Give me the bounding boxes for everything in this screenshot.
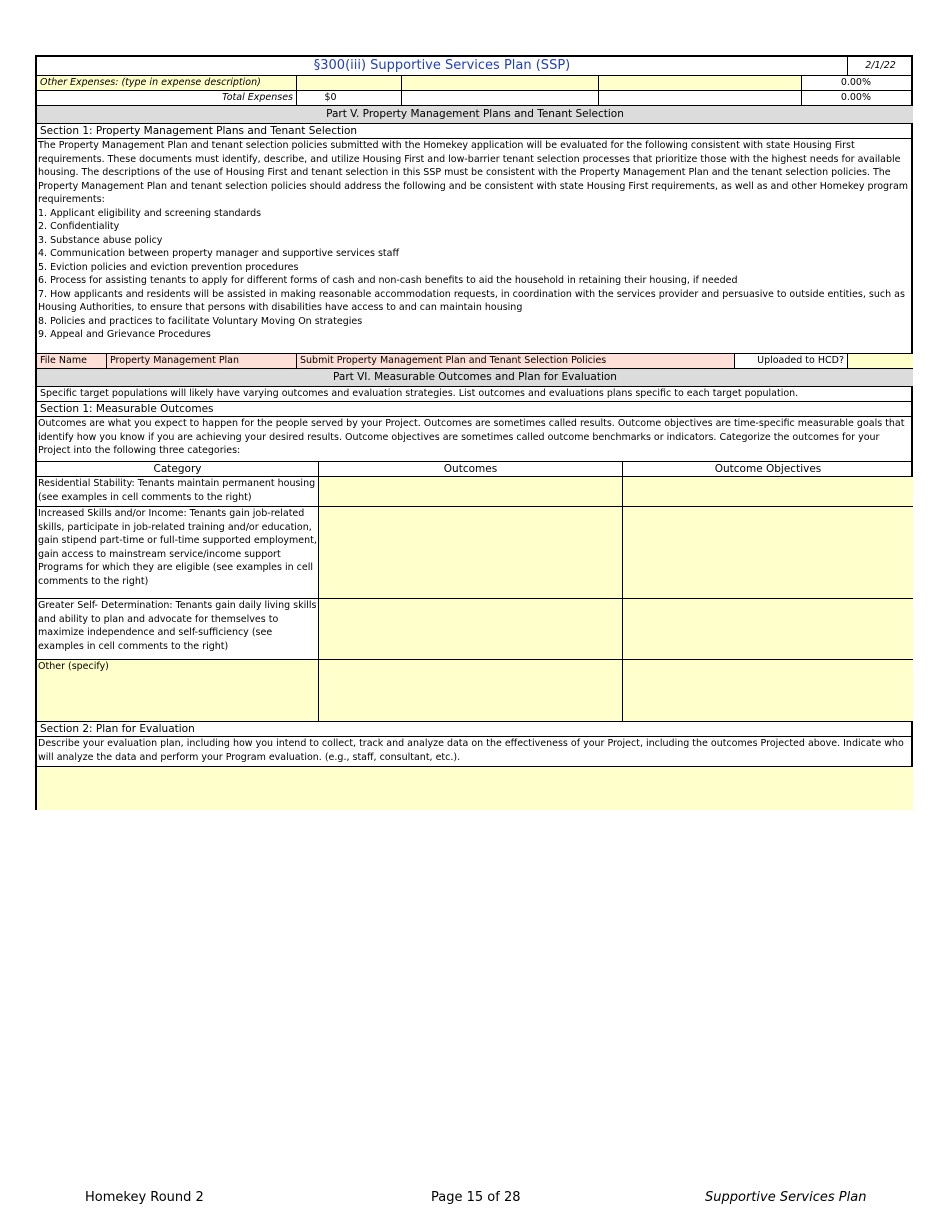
uploaded-to-hcd-label: Uploaded to HCD? [735, 354, 848, 369]
part5-item-1: 1. Applicant eligibility and screening standards [38, 207, 262, 219]
col-header-category: Category [37, 462, 319, 477]
other-expenses-amount-input[interactable] [297, 76, 402, 91]
total-expenses-col3 [402, 91, 599, 106]
form-title: §300(iii) Supportive Services Plan (SSP) [37, 57, 848, 76]
objectives-input-row2[interactable] [623, 507, 913, 599]
other-expenses-col3-input[interactable] [402, 76, 599, 91]
file-name-label: File Name [37, 354, 107, 369]
objectives-input-row4[interactable] [623, 660, 913, 722]
evaluation-plan-input[interactable] [37, 767, 913, 810]
part5-item-4: 4. Communication between property manager and supportive services staff [38, 248, 400, 259]
total-expenses-label: Total Expenses [37, 91, 297, 106]
total-expenses-col4 [599, 91, 802, 106]
part5-section1-title: Section 1: Property Management Plans and Tenant Selection [37, 124, 913, 139]
file-name-value[interactable]: Property Management Plan [107, 354, 297, 369]
part5-item-8: 8. Policies and practices to facilitate Voluntary Moving On strategies [38, 315, 363, 327]
part6-section1-title: Section 1: Measurable Outcomes [37, 402, 913, 417]
footer-page-number: Page 15 of 28 [431, 1190, 521, 1205]
category-other-input[interactable]: Other (specify) [37, 660, 319, 722]
objectives-input-row3[interactable] [623, 599, 913, 660]
uploaded-to-hcd-input[interactable] [848, 354, 913, 369]
outcomes-input-row3[interactable] [319, 599, 623, 660]
outcomes-input-row4[interactable] [319, 660, 623, 722]
category-residential-stability: Residential Stability: Tenants maintain permanent housing (see examples in cell comments to the right) [37, 477, 319, 507]
part5-item-5: 5. Eviction policies and eviction prevention procedures [38, 261, 299, 273]
part5-item-6: 6. Process for assisting tenants to apply for different forms of cash and non-cash benefits to aid the household in retaining their housing, if needed [38, 275, 738, 286]
part6-intro: Specific target populations will likely have varying outcomes and evaluation strategies. List outcomes and evaluations plans specific to each target population. [37, 387, 913, 402]
part5-intro: The Property Management Plan and tenant selection policies submitted with the Homekey application will be evaluated for the following consistent with state Housing First requirements. These documents must identify, describe, and utilize Housing First and low-barrier tenant selection processes that prioritize those with the highest needs for available housing. The descriptions of the use of Housing First and tenant selection in this SSP must be consistent with the Property Management Plan and the tenant selection policies. The Property Management Plan and tenant selection policies should address the following and be consistent with state Housing First requirements, as well as and other Homekey program requirements: [38, 140, 909, 205]
total-expenses-percent: 0.00% [802, 91, 913, 106]
form-sheet [35, 55, 913, 810]
form-date: 2/1/22 [848, 57, 913, 76]
part5-item-3: 3. Substance abuse policy [38, 234, 163, 246]
outcomes-input-row2[interactable] [319, 507, 623, 599]
category-self-determination: Greater Self- Determination: Tenants gain daily living skills and ability to plan and advocate for themselves to maximize independence and self-sufficiency (see examples in cell comments to the right) [37, 599, 319, 660]
col-header-outcomes: Outcomes [319, 462, 623, 477]
part5-text-block [37, 139, 913, 354]
category-increased-skills: Increased Skills and/or Income: Tenants gain job-related skills, participate in job-related training and/or education, gain stipend part-time or full-time supported employment, gain access to mainstream service/income support Programs for which they are eligible (see examples in cell comments to the right) [37, 507, 319, 599]
part6-heading: Part VI. Measurable Outcomes and Plan for Evaluation [37, 369, 913, 387]
part5-heading: Part V. Property Management Plans and Tenant Selection [37, 106, 913, 124]
other-expenses-description[interactable]: Other Expenses: (type in expense description) [37, 76, 297, 91]
total-expenses-amount: $0 [297, 91, 402, 106]
part5-item-2: 2. Confidentiality [38, 221, 120, 232]
part6-section2-title: Section 2: Plan for Evaluation [37, 722, 913, 737]
col-header-objectives: Outcome Objectives [623, 462, 913, 477]
outcomes-input-row1[interactable] [319, 477, 623, 507]
file-upload-instruction: Submit Property Management Plan and Tenant Selection Policies [297, 354, 735, 369]
part6-section2-text: Describe your evaluation plan, including how you intend to collect, track and analyze data on the effectiveness of your Project, including the outcomes Projected above. Indicate who will analyze the data and perform your Program evaluation. (e.g., staff, consultant, etc.). [37, 737, 913, 767]
footer-program: Homekey Round 2 [85, 1190, 204, 1205]
footer-document-title: Supportive Services Plan [705, 1190, 867, 1205]
part5-item-9: 9. Appeal and Grievance Procedures [38, 329, 211, 340]
objectives-input-row1[interactable] [623, 477, 913, 507]
other-expenses-col4-input[interactable] [599, 76, 802, 91]
other-expenses-percent: 0.00% [802, 76, 913, 91]
part6-section1-text: Outcomes are what you expect to happen for the people served by your Project. Outcomes are sometimes called results. Outcome objectives are time-specific measurable goals that identify how you know if you are achieving your desired results. Outcome objectives are sometimes called outcome benchmarks or indicators. Categorize the outcomes for your Project into the following three categories: [37, 417, 913, 462]
part5-item-7: 7. How applicants and residents will be assisted in making reasonable accommodation requests, in coordination with the services provider and persuasive to outside entities, such as Housing Authorities, to ensure that persons with disabilities have access to and can maintain housing [38, 288, 905, 313]
